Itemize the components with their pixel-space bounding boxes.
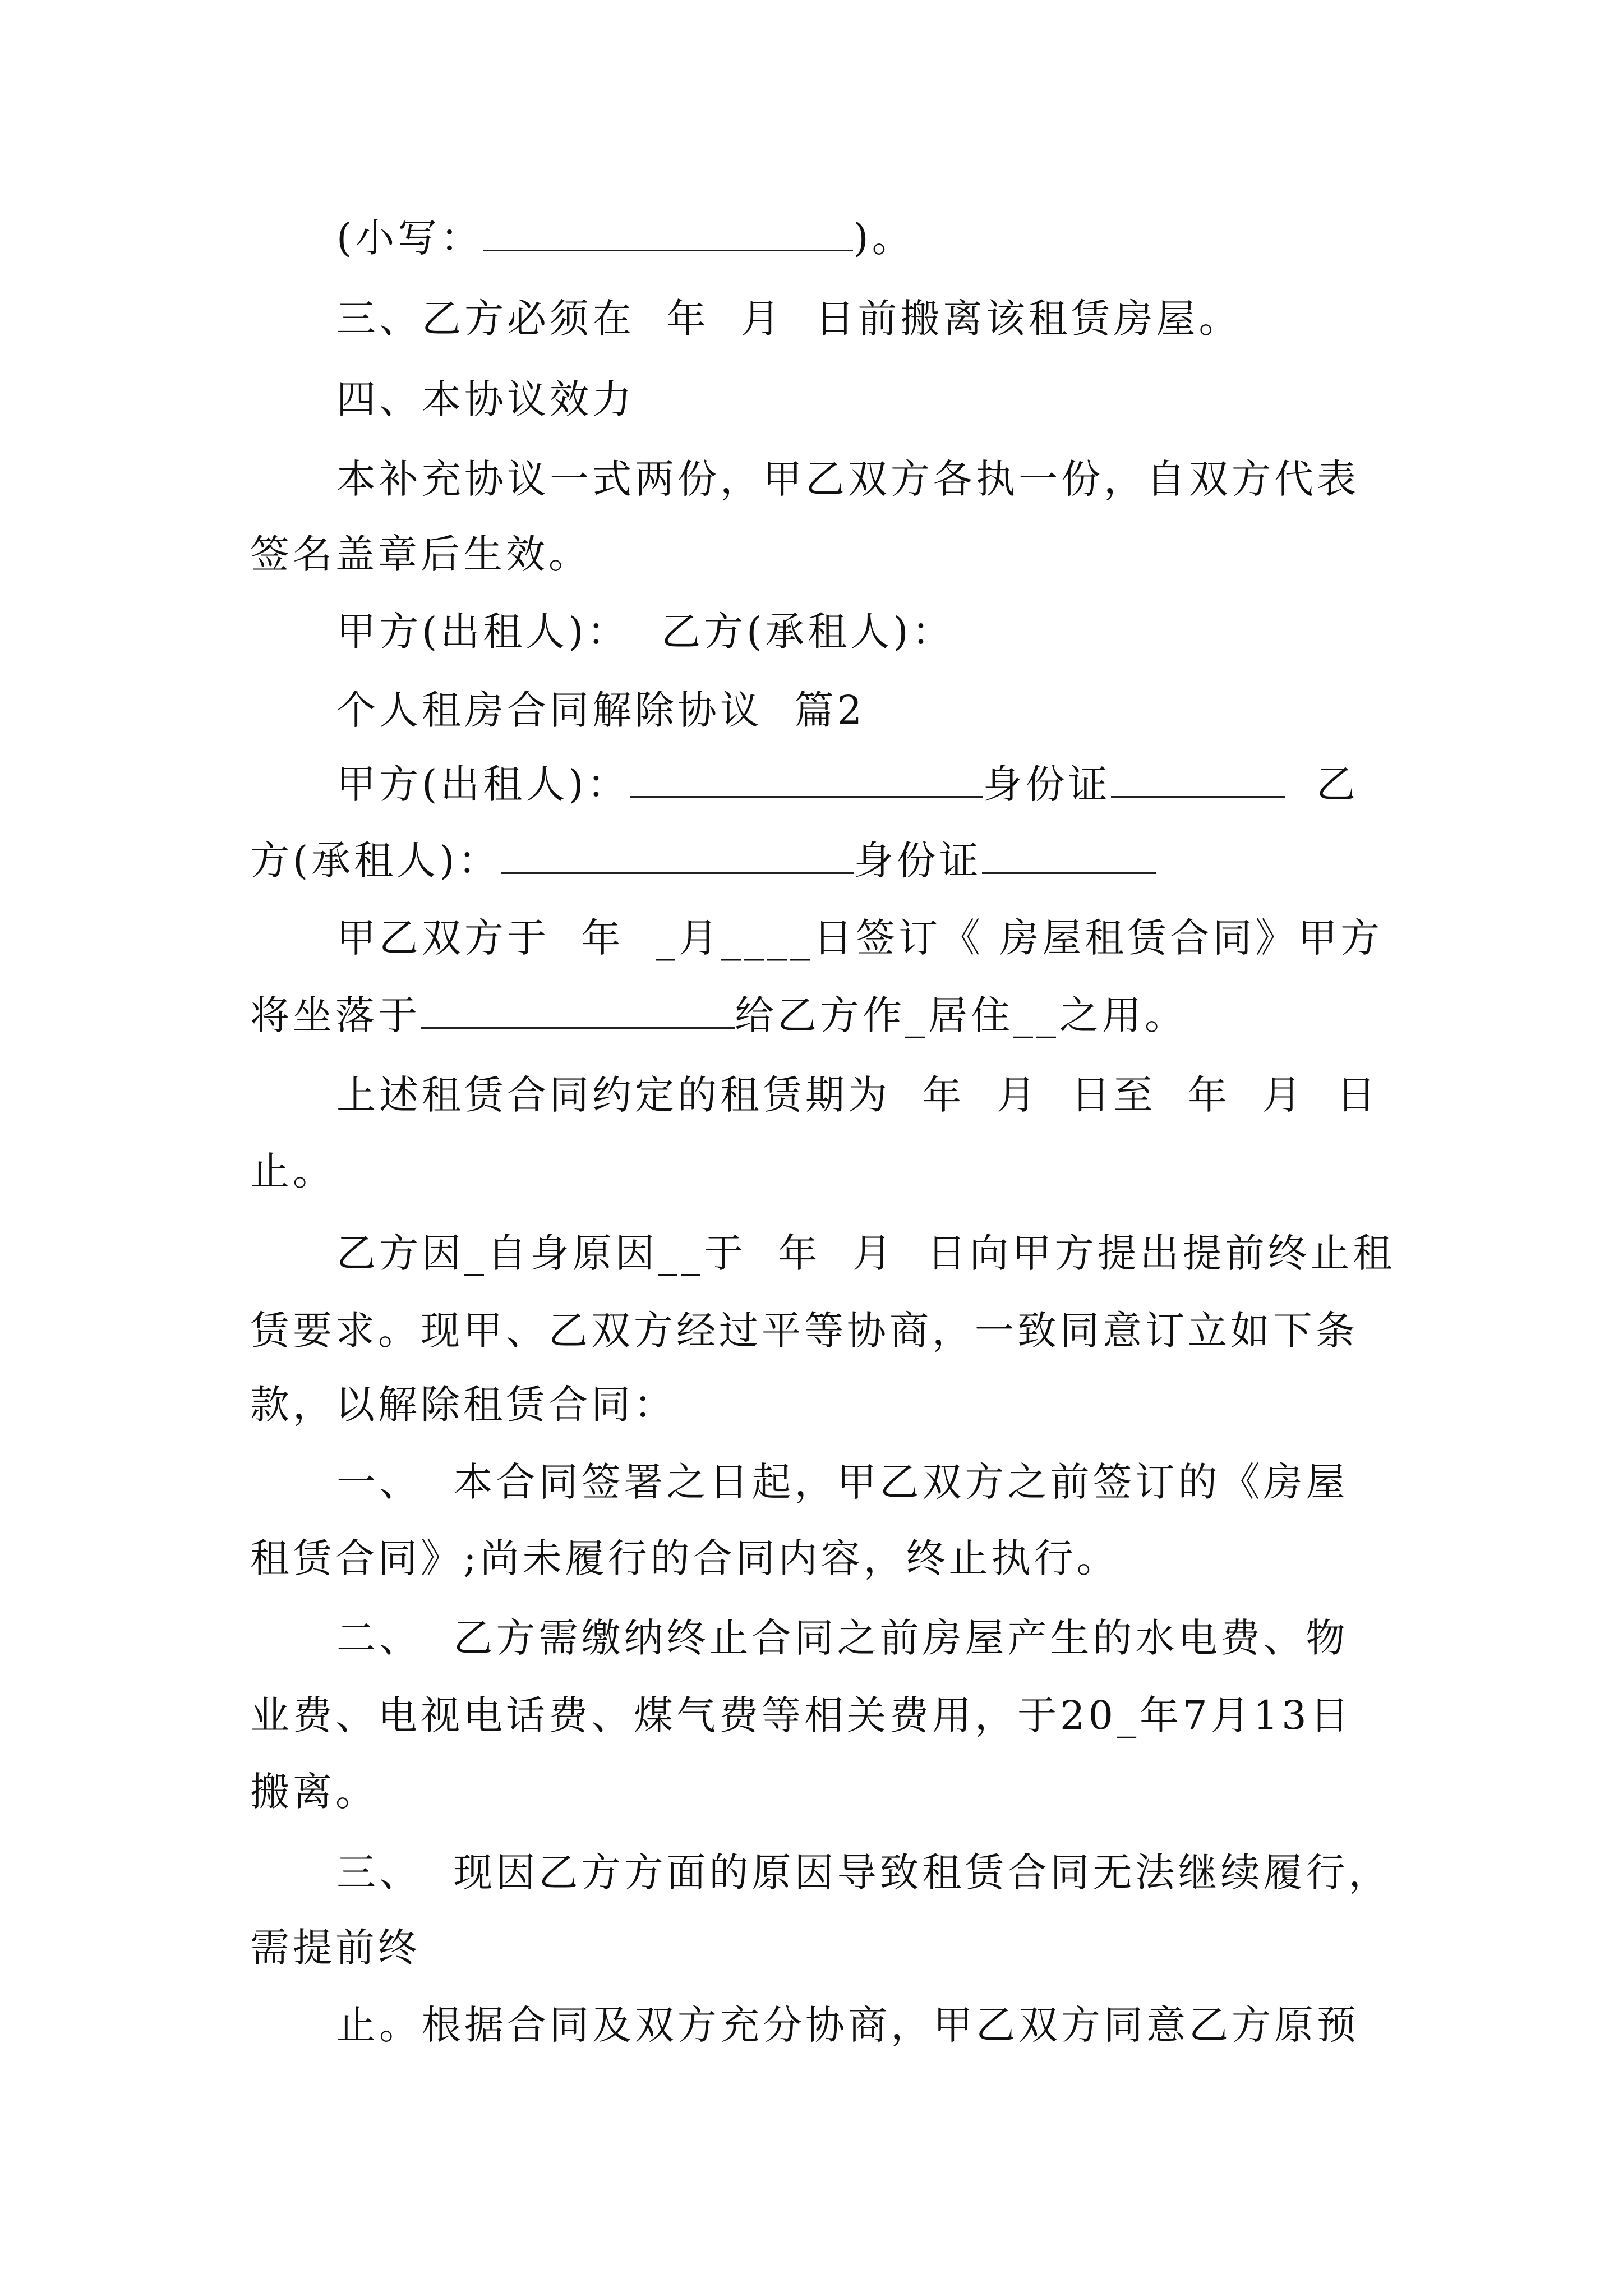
- term-2-line-1: 二、 乙方需缴纳终止合同之前房屋产生的水电费、物: [336, 1615, 1349, 1661]
- term-3-line-1: 三、 现因乙方方面的原因导致租赁合同无法继续履行，: [336, 1849, 1391, 1895]
- clause-3-move-out: 三、乙方必须在 年 月 日前搬离该租赁房屋。: [336, 296, 1242, 342]
- party-b-name-blank: [501, 838, 854, 874]
- lease-period-line-1: 上述租赁合同约定的租赁期为 年 月 日至 年 月 日: [336, 1072, 1380, 1118]
- party-a-line: [336, 757, 1359, 811]
- term-3-line-2: 需提前终: [250, 1925, 421, 1971]
- term-3-line-3: 止。根据合同及双方充分协商，甲乙双方同意乙方原预: [336, 2002, 1359, 2048]
- term-2-line-2: 业费、电视电话费、煤气费等相关费用，于20_年7月13日: [250, 1692, 1353, 1738]
- termination-request-line-3: 款，以解除租赁合同：: [250, 1382, 676, 1428]
- clause-4-heading: 四、本协议效力: [336, 376, 635, 422]
- signature-line: 甲方(出租人)： 乙方(承租人)：: [336, 609, 955, 655]
- term-1-line-1: 一、 本合同签署之日起，甲乙双方之前签订的《房屋: [336, 1459, 1349, 1505]
- party-b-prefix: 乙: [1284, 761, 1359, 807]
- usage-text: 给乙方作_居住__之用。: [735, 992, 1187, 1038]
- party-b-line: [250, 834, 1156, 887]
- small-amount-label: (小写：: [336, 215, 483, 261]
- party-b-label: 方(承租人)：: [250, 838, 501, 884]
- party-a-name-blank: [630, 761, 983, 798]
- lease-period-line-2: 止。: [250, 1148, 335, 1194]
- party-b-id-label: 身份证: [854, 838, 982, 884]
- effect-paragraph-line-2: 签名盖章后生效。: [250, 531, 591, 577]
- termination-request-line-1: 乙方因_自身原因__于 年 月 日向甲方提出提前终止租: [336, 1230, 1396, 1276]
- effect-paragraph-line-1: 本补充协议一式两份，甲乙双方各执一份，自双方代表: [336, 456, 1359, 502]
- contract-signing-line-1: 甲乙双方于 年 _月____日签订《 房屋租赁合同》甲方: [336, 915, 1384, 961]
- party-a-id-label: 身份证: [983, 761, 1111, 807]
- line-small-amount: [336, 211, 915, 265]
- party-a-id-blank: [1111, 761, 1285, 798]
- located-at-label: 将坐落于: [250, 992, 421, 1038]
- contract-signing-line-2: [250, 988, 1187, 1042]
- section-heading-part-2: 个人租房合同解除协议 篇2: [336, 687, 866, 733]
- small-amount-close: )。: [853, 215, 915, 261]
- small-amount-blank: [483, 215, 853, 251]
- party-b-id-blank: [982, 838, 1156, 874]
- termination-request-line-2: 赁要求。现甲、乙双方经过平等协商，一致同意订立如下条: [250, 1308, 1358, 1354]
- address-blank: [421, 992, 735, 1029]
- term-2-line-3: 搬离。: [250, 1769, 378, 1815]
- party-a-label: 甲方(出租人)：: [336, 761, 630, 807]
- term-1-line-2: 租赁合同》;尚未履行的合同内容，终止执行。: [250, 1535, 1119, 1581]
